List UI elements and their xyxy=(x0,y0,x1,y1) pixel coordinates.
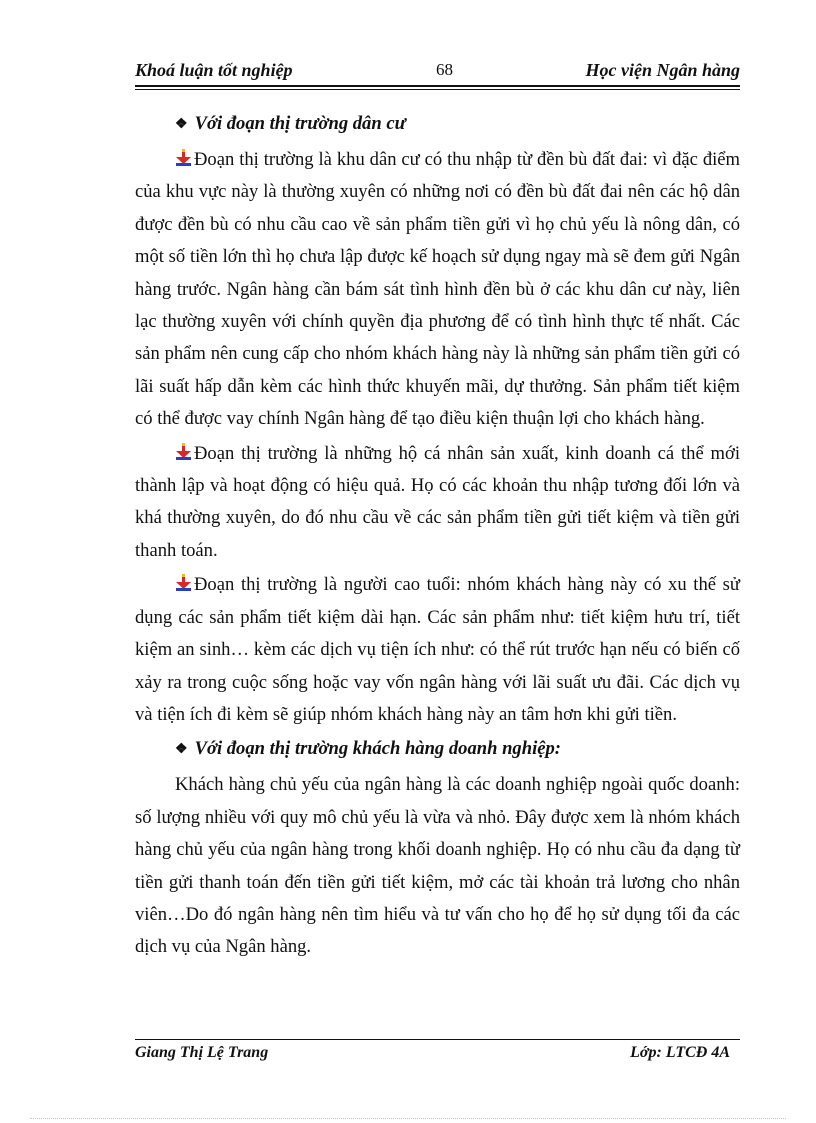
paragraph-elderly xyxy=(135,569,740,731)
paragraph-text: Đoạn thị trường là người cao tuổi: nhóm khách hàng này có xu thế sử dụng các sản phẩm tiết kiệm dài hạn. Các sản phẩm như: tiết kiệm hưu trí, tiết kiệm an sinh… kèm các dịch vụ tiện ích như: có thể rút trước hạn nếu có biến cố xảy ra trong cuộc sống hoặc vay vốn ngân hàng với lãi suất ưu đãi. Các dịch vụ và tiện ích đi kèm sẽ giúp nhóm khách hàng này an tâm hơn khi gửi tiền. xyxy=(135,574,740,725)
paragraph-text: Đoạn thị trường là khu dân cư có thu nhập từ đền bù đất đai: vì đặc điểm của khu vực này là thường xuyên có những nơi có đền bù đất đai nên các hộ dân được đền bù có nhu cầu cao về sản phẩm tiền gửi vì họ chủ yếu là nông dân, có một số tiền lớn thì họ chưa lập được kế hoạch sử dụng ngay mà sẽ đem gửi Ngân hàng trước. Ngân hàng cần bám sát tình hình đền bù ở các khu dân cư này, liên lạc thường xuyên với chính quyền địa phương để có tình hình thực tế nhất. Các sản phẩm nên cung cấp cho nhóm khách hàng này là những sản phẩm tiền gửi có lãi suất hấp dẫn kèm các hình thức khuyến mãi, dự thưởng. Sản phẩm tiết kiệm có thể được vay chính Ngân hàng để tạo điều kiện thuận lợi cho khách hàng. xyxy=(135,149,740,430)
paragraph-small-business xyxy=(135,438,740,568)
diamond-cluster-icon: ❖ xyxy=(175,117,188,132)
page-footer xyxy=(135,1044,740,1068)
section-heading-residential xyxy=(135,108,740,140)
header-rule-thin xyxy=(135,89,740,90)
arrow-down-icon xyxy=(175,443,192,460)
page-header xyxy=(135,60,740,86)
page-edge-divider xyxy=(30,1118,786,1119)
paragraph-text: Khách hàng chủ yếu của ngân hàng là các doanh nghiệp ngoài quốc doanh: số lượng nhiều với quy mô chủ yếu là vừa và nhỏ. Đây được xem là nhóm khách hàng chủ yếu của ngân hàng trong khối doanh nghiệp. Họ có nhu cầu đa dạng từ tiền gửi thanh toán đến tiền gửi tiết kiệm, mở các tài khoản trả lương cho nhân viên…Do đó ngân hàng nên tìm hiểu và tư vấn cho họ để họ sử dụng tối đa các dịch vụ của Ngân hàng. xyxy=(135,774,740,958)
header-rule-thick xyxy=(135,85,740,87)
footer-class: Lớp: LTCĐ 4A xyxy=(630,1044,730,1061)
arrow-down-icon xyxy=(175,574,192,591)
section-heading-text: Với đoạn thị trường khách hàng doanh nghiệp: xyxy=(194,738,561,760)
paragraph-compensation-area xyxy=(135,144,740,436)
paragraph-enterprise-customers xyxy=(135,769,740,963)
diamond-cluster-icon: ❖ xyxy=(175,742,188,758)
paragraph-text: Đoạn thị trường là những hộ cá nhân sản xuất, kinh doanh cá thể mới thành lập và hoạt động có hiệu quả. Họ có các khoản thu nhập tương đối lớn và khá thường xuyên, do đó nhu cầu về các sản phẩm tiền gửi tiết kiệm và tiền gửi thanh toán. xyxy=(135,442,740,561)
footer-author: Giang Thị Lệ Trang xyxy=(135,1044,269,1061)
document-body xyxy=(135,108,740,966)
page-number: 68 xyxy=(436,60,453,79)
arrow-down-icon xyxy=(175,149,192,166)
footer-rule xyxy=(135,1039,740,1040)
section-heading-text: Với đoạn thị trường dân cư xyxy=(194,113,406,134)
header-institution: Học viện Ngân hàng xyxy=(585,60,740,80)
header-thesis-title: Khoá luận tốt nghiệp xyxy=(135,60,293,80)
section-heading-enterprise xyxy=(135,733,740,765)
